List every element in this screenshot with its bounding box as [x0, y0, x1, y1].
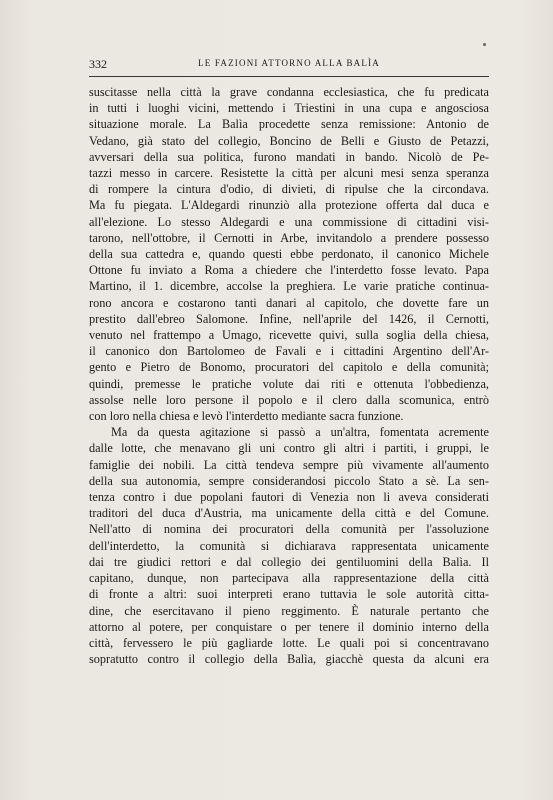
text-line: tarono, nell'ottobre, il Cernotti in Arbe, invitandolo a prendere possesso [89, 230, 489, 245]
text-line: Ma fu piegata. L'Aldegardi rinunziò alla protezione offerta dal duca e [89, 198, 489, 213]
text-line: prestito dall'ebreo Salomone. Infine, nell'aprile del 1426, il Cernotti, [89, 311, 489, 326]
text-line: il canonico don Bartolomeo de Favali e i cittadini Argentino dell'Ar- [89, 344, 489, 359]
text-line: con loro nella chiesa e levò l'interdetto mediante sacra funzione. [89, 409, 404, 424]
text-line: famiglie dei nobili. La città tendeva sempre più vivamente all'aumento [89, 457, 489, 472]
page-header [89, 57, 489, 71]
text-line: tazzi messo in carcere. Resistette la città per alcuni mesi senza speranza [89, 166, 489, 181]
text-line: tenza contro i due popolani fautori di Venezia non li aveva considerati [89, 490, 489, 505]
header-rule [89, 76, 489, 77]
text-line: città, fervessero le più gagliarde lotte. Le quali poi si concentravano [89, 635, 489, 650]
text-line: quindi, premesse le pratiche volute dai riti e ottenuta l'obbedienza, [89, 376, 489, 391]
text-line: della sua autonomia, sempre considerandosi piccolo Stato a sè. La sen- [89, 473, 489, 488]
running-title: LE FAZIONI ATTORNO ALLA BALÌA [198, 58, 380, 68]
page-number: 332 [89, 57, 107, 71]
text-line: traditori del duca d'Austria, ma unicamente della città e del Comune. [89, 506, 489, 521]
text-line: Ottone fu inviato a Roma a chiedere che l'interdetto fosse levato. Papa [89, 263, 489, 278]
text-line: capitano, dunque, non partecipava alla rappresentazione della città [89, 571, 489, 586]
text-line: Martino, il 1. dicembre, accolse la preghiera. Le varie pratiche continua- [89, 279, 489, 294]
text-line: sopratutto contro il collegio della Balìa, giacchè questa da alcuni era [89, 652, 489, 667]
text-line: dell'interdetto, la comunità si dichiarava rappresentata unicamente [89, 538, 489, 553]
text-line: rono ancora e costarono tanti danari al capitolo, che dovette fare un [89, 295, 489, 310]
text-line: di fronte a altri: suoi interpreti erano tuttavia le sole autorità citta- [89, 587, 489, 602]
text-line: Ma da questa agitazione si passò a un'altra, fomentata acremente [111, 425, 489, 440]
text-line: in tutti i luoghi vicini, mettendo i Triestini in una cupa e angosciosa [89, 101, 489, 116]
text-line: di rompere la cintura d'odio, di divieti, di ripulse che la circondava. [89, 182, 489, 197]
text-line: gento e Pietro de Bonomo, procuratori del capitolo e della comunità; [89, 360, 489, 375]
text-line: suscitasse nella città la grave condanna ecclesiastica, che fu predicata [89, 85, 489, 99]
text-line: dalle lotte, che menavano gli uni contro gli altri i partiti, i gruppi, le [89, 441, 489, 456]
text-line: venuto nel frattempo a Umago, ricevette quivi, sulla soglia della chiesa, [89, 328, 489, 343]
text-line: Nell'atto di nomina dei procuratori della comunità per l'assoluzione [89, 522, 489, 537]
text-line: situazione morale. La Balìa procedette senza remissione: Antonio de [89, 117, 489, 132]
text-line: all'elezione. Lo stesso Aldegardi e una commissione di cittadini visi- [89, 214, 489, 229]
page-speck [483, 43, 486, 46]
text-line: avversari della sua politica, furono mandati in bando. Nicolò de Pe- [89, 149, 489, 164]
text-line: attorno al potere, per conquistare o per tenere il dominio interno della [89, 619, 489, 634]
text-line: Vedano, già stato del collegio, Boncino de Belli e Giusto de Petazzi, [89, 133, 489, 148]
text-line: dai tre giudici rettori e dal collegio dei gentiluomini della Balìa. Il [89, 554, 489, 569]
text-line: dine, che esercitavano il pieno reggimento. È naturale pertanto che [89, 603, 489, 618]
text-line: della sua cattedra e, quando questi ebbe perdonato, il canonico Michele [89, 247, 489, 262]
body-text [89, 84, 489, 667]
text-line: assolse nelle loro persone il popolo e il clero dalla scomunica, entrò [89, 392, 489, 407]
